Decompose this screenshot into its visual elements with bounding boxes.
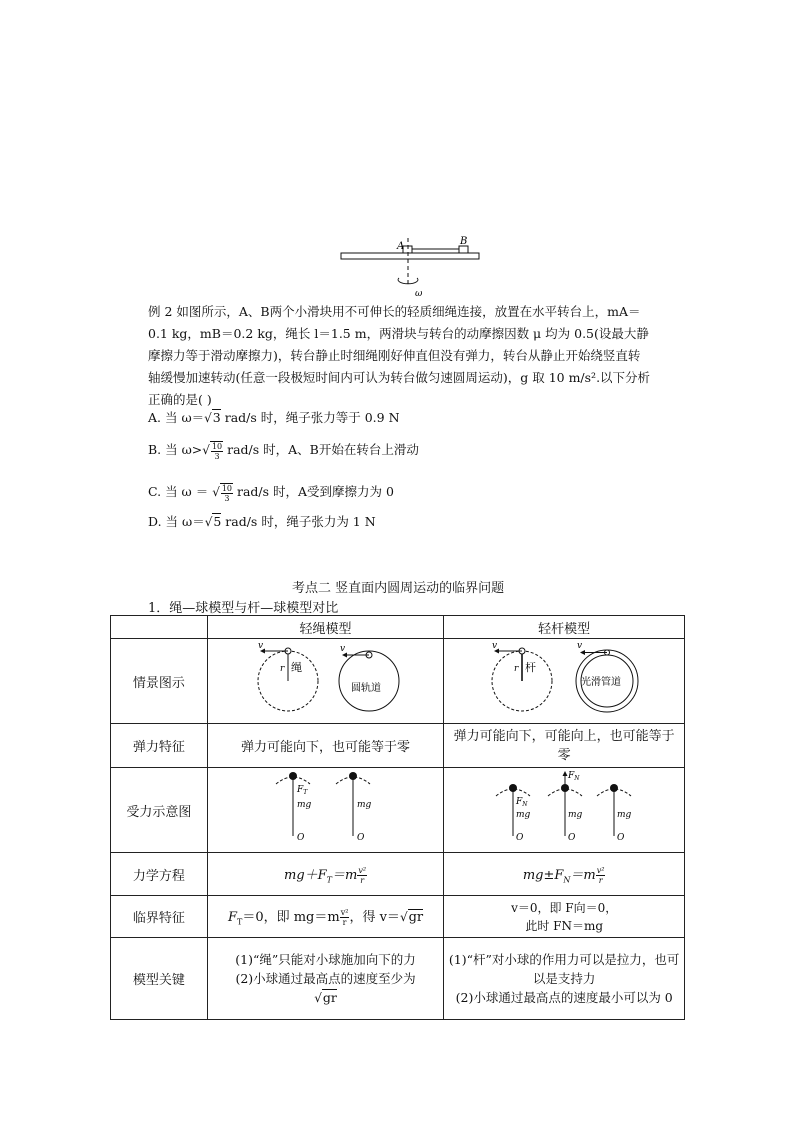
scene-rod-figure <box>452 639 676 719</box>
label-elastic: 弹力特征 <box>111 724 208 768</box>
force-rope-mg-2: mg <box>356 800 371 810</box>
rope-r-label: r <box>279 664 284 674</box>
force-rod-fn-2: $F_N$ <box>568 771 580 782</box>
equation-rope: $mg+F_T=m$ $\frac{\text{v²}}{r}$ <box>207 853 444 896</box>
force-rod-fn-1: $F_N$ <box>516 797 528 808</box>
label-equation: 力学方程 <box>111 853 208 896</box>
rod-label: 杆 <box>525 661 537 674</box>
force-rod-mg-3: mg <box>617 810 632 820</box>
critical-rod: v＝0，即 F向＝0， 此时 FN＝mg <box>444 896 685 938</box>
equation-rod: $mg\pm F_N=m$ $\frac{\text{v²}}{r}$ <box>444 853 685 896</box>
force-rod-o-2: O <box>568 833 576 843</box>
force-rod-mg-2: mg <box>568 810 583 820</box>
key-rope: (1)“绳”只能对小球施加向下的力 (2)小球通过最高点的速度至少为 √gr <box>207 938 444 1020</box>
option-d: D. 当 ω＝√5 rad/s 时，绳子张力为 1 N <box>148 514 376 529</box>
header-empty-cell <box>111 616 208 639</box>
force-rope-cell <box>207 768 444 853</box>
row-equation <box>111 853 685 896</box>
track-v-label: v <box>339 644 345 654</box>
label-key: 模型关键 <box>111 938 208 1020</box>
scene-rod-cell <box>444 639 685 724</box>
turntable-plate <box>341 253 479 259</box>
force-rod-cell <box>444 768 685 853</box>
turntable-figure <box>335 232 485 298</box>
pipe-label: 光滑管道 <box>581 677 622 688</box>
option-c: C. 当 ω ＝ √ $\frac{10}{3}$ rad/s 时，A受到摩擦力为 0 <box>148 483 394 503</box>
row-elastic <box>111 724 685 768</box>
option-a: A. 当 ω＝√3 rad/s 时，绳子张力等于 0.9 N <box>148 410 400 425</box>
example-text: 例 2 如图所示，A、B两个小滑块用不可伸长的轻质细绳连接，放置在水平转台上，mA＝0.1 kg，mB＝0.2 kg，绳长 l＝1.5 m，两滑块与转台的动摩擦因数 μ 均为 0.5(设最大静摩擦力等于滑动摩擦力)，转台静止时细绳刚好伸直但没有弹力，转台从静止开始绕竖直转轴缓慢加速转动(任意一段极短时间内可认为转台做匀速圆周运动)，g 取 10 m/s².以下分析正确的是( ) <box>148 304 651 407</box>
elastic-rod: 弹力可能向下，可能向上，也可能等于零 <box>444 724 685 768</box>
pipe-v-label: v <box>577 641 583 651</box>
rod-r-label: r <box>514 664 519 674</box>
section-title: 考点二 竖直面内圆周运动的临界问题 <box>292 581 505 596</box>
row-scene <box>111 639 685 724</box>
force-rod-figure <box>452 768 676 848</box>
header-rope-model: 轻绳模型 <box>207 616 444 639</box>
force-rope-o-2: O <box>356 833 364 843</box>
force-rope-figure <box>216 768 436 848</box>
force-rod-o-1: O <box>516 833 524 843</box>
label-critical: 临界特征 <box>111 896 208 938</box>
rod-v-label: v <box>492 641 498 651</box>
row-force <box>111 768 685 853</box>
force-rope-mg-1: mg <box>296 800 311 810</box>
force-rod-o-3: O <box>617 833 625 843</box>
scene-rope-cell <box>207 639 444 724</box>
elastic-rope: 弹力可能向下，也可能等于零 <box>207 724 444 768</box>
label-scene: 情景图示 <box>111 639 208 724</box>
block-b <box>459 246 468 253</box>
row-critical <box>111 896 685 938</box>
table-header-row <box>111 616 685 639</box>
label-force: 受力示意图 <box>111 768 208 853</box>
rope-label: 绳 <box>290 661 302 674</box>
force-rope-ft: $F_T$ <box>296 785 307 796</box>
option-b: B. 当 ω>√ $\frac{10}{3}$ rad/s 时，A、B开始在转台上滑动 <box>148 441 419 461</box>
section-subtitle: 1．绳—球模型与杆—球模型对比 <box>148 601 339 616</box>
force-rope-o-1: O <box>296 833 304 843</box>
header-rod-model: 轻杆模型 <box>444 616 685 639</box>
scene-rope-figure <box>216 639 436 719</box>
force-rod-fn-arrowhead <box>563 771 568 776</box>
label-a: A <box>397 241 405 252</box>
label-omega: ω <box>415 289 423 298</box>
comparison-table <box>110 615 685 1020</box>
rope-v-label: v <box>257 641 263 651</box>
track-circle <box>339 651 399 711</box>
key-rod: (1)“杆”对小球的作用力可以是拉力，也可以是支持力 (2)小球通过最高点的速度最小可以为 0 <box>444 938 685 1020</box>
label-b: B <box>460 236 468 247</box>
row-key <box>111 938 685 1020</box>
force-rod-mg-1: mg <box>516 810 531 820</box>
critical-rope: $F_T=0$，即 mg＝m $\frac{\text{v²}}{r}$ ，得 v＝√gr <box>207 896 444 938</box>
track-label: 圆轨道 <box>350 683 381 694</box>
example-paragraph <box>148 301 652 411</box>
